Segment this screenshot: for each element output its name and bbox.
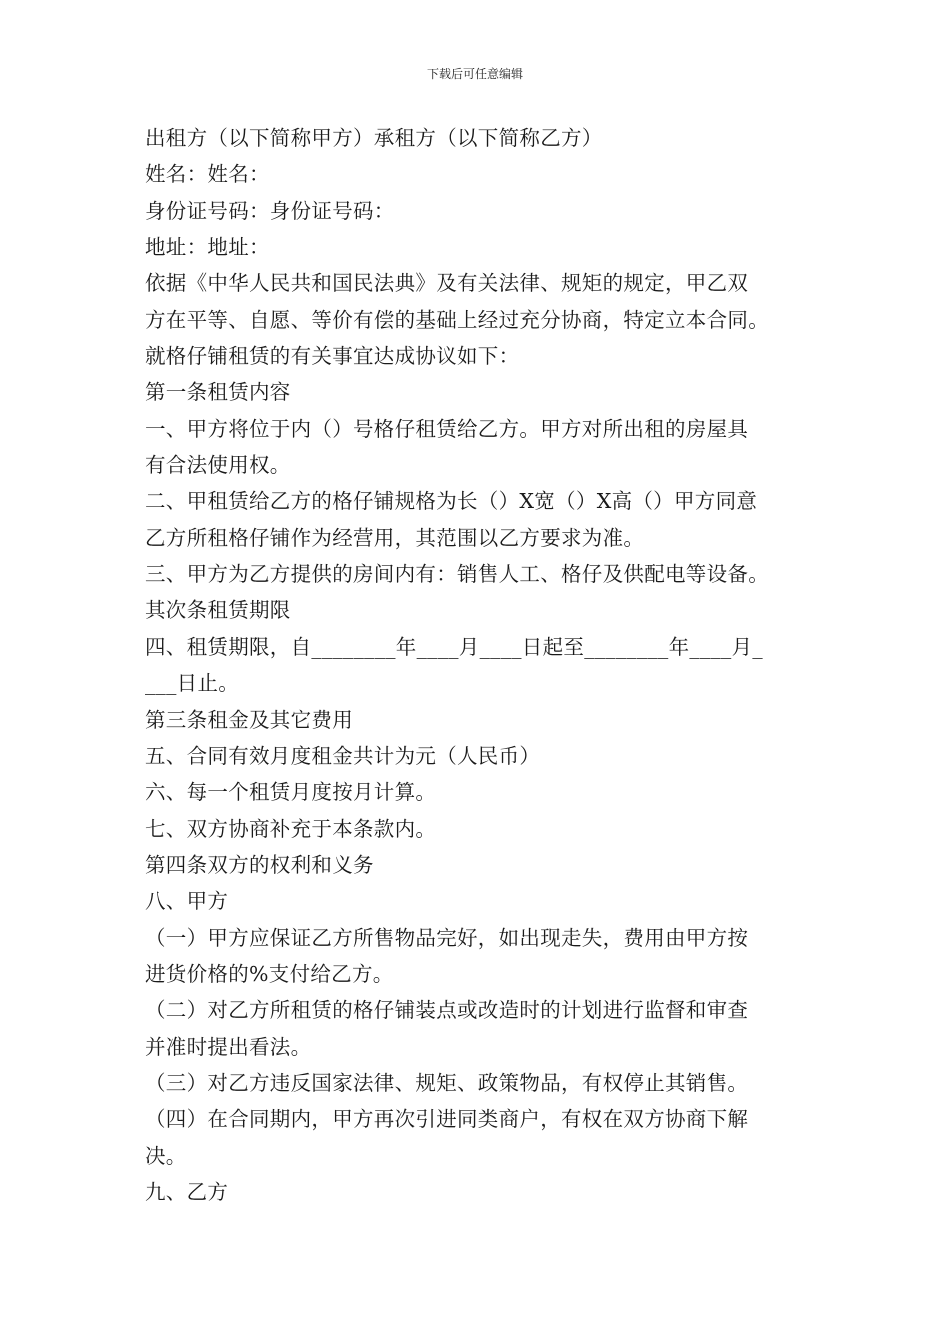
text-line: 一、甲方将位于内（）号格仔租赁给乙方。甲方对所出租的房屋具 [145,416,749,441]
text-line: 并准时提出看法。 [145,1034,312,1059]
text-line: 四、租赁期限，自________年____月____日起至________年____月_ [145,634,763,659]
text-line: 五、合同有效月度租金共计为元（人民币） [145,743,541,768]
text-line: 决。 [145,1143,187,1168]
text-line: （三）对乙方违反国家法律、规矩、政策物品，有权停止其销售。 [145,1070,749,1095]
page-header: 下载后可任意编辑 [426,67,523,81]
text-line: （二）对乙方所租赁的格仔铺装点或改造时的计划进行监督和审查 [145,998,749,1023]
text-line: （四）在合同期内，甲方再次引进同类商户，有权在双方协商下解 [145,1107,749,1132]
section-heading: 第三条租金及其它费用 [145,707,353,732]
text-line: 三、甲方为乙方提供的房间内有：销售人工、格仔及供配电等设备。 [145,562,769,587]
text-line: 七、双方协商补充于本条款内。 [145,816,437,841]
text-line: 就格仔铺租赁的有关事宜达成协议如下： [145,344,520,369]
text-line: （一）甲方应保证乙方所售物品完好，如出现走失，费用由甲方按 [145,925,749,950]
text-line: ___日止。 [145,671,240,696]
text-line: 依据《中华人民共和国民法典》及有关法律、规矩的规定，甲乙双 [145,271,749,296]
text-line: 六、每一个租赁月度按月计算。 [145,780,437,805]
text-line: 九、乙方 [145,1179,229,1204]
section-heading: 其次条租赁期限 [145,598,291,623]
text-line: 八、甲方 [145,889,229,914]
text-line: 出租方（以下简称甲方）承租方（以下简称乙方） [145,126,603,150]
text-line: 乙方所租格仔铺作为经营用，其范围以乙方要求为准。 [145,525,645,550]
text-line: 进货价格的%支付给乙方。 [145,961,394,986]
text-line: 方在平等、自愿、等价有偿的基础上经过充分协商，特定立本合同。 [145,307,769,332]
contract-body [145,120,815,1210]
text-line: 有合法使用权。 [145,453,291,478]
text-line: 二、甲租赁给乙方的格仔铺规格为长（）X宽（）X高（）甲方同意 [145,489,758,514]
text-line: 地址：地址： [145,235,270,260]
text-line: 身份证号码：身份证号码： [145,198,395,223]
text-line: 姓名：姓名： [145,162,270,187]
section-heading: 第一条租赁内容 [145,380,291,405]
section-heading: 第四条双方的权利和义务 [145,852,374,877]
